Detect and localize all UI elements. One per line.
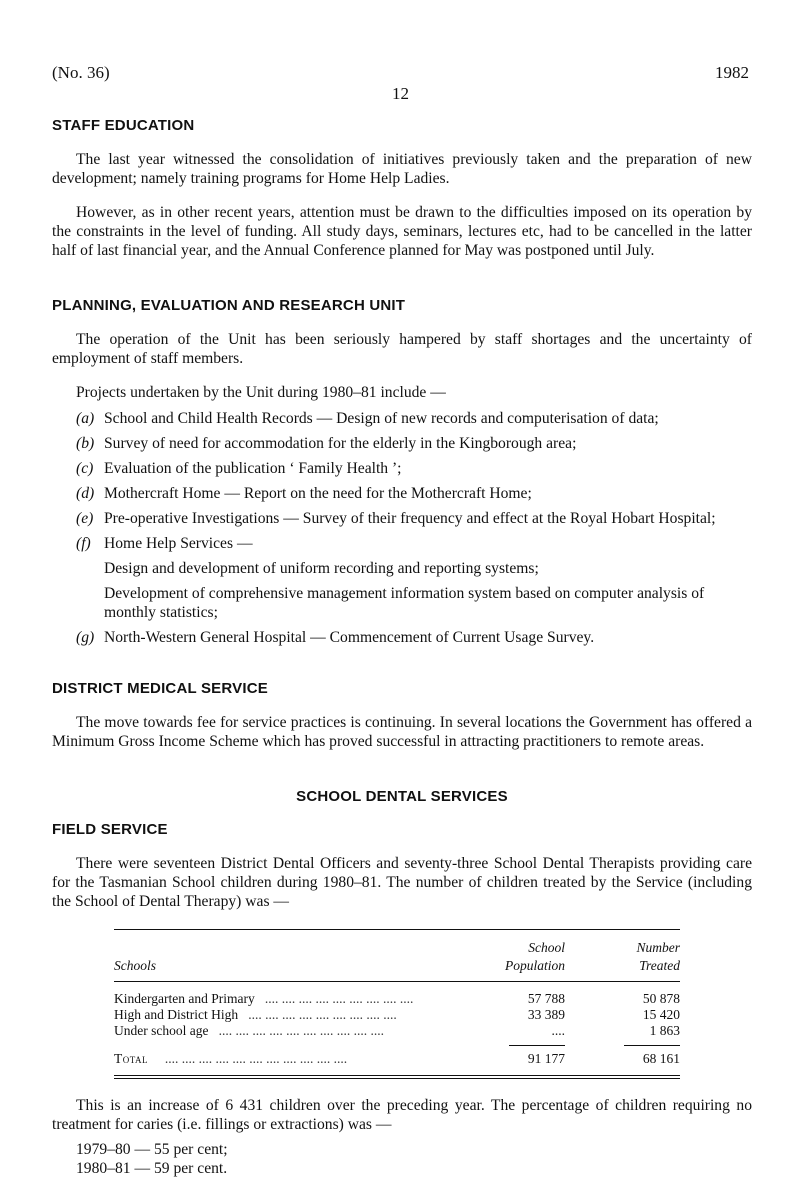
list-text: Pre-operative Investigations — Survey of their frequency and effect at the Royal Hobart Hospital; — [104, 510, 716, 527]
document-year: 1982 — [715, 63, 749, 82]
table-total-row — [114, 1051, 680, 1067]
list-text: Survey of need for accommodation for the elderly in the Kingborough area; — [104, 435, 577, 452]
column-header-treated-line1: Number — [636, 940, 680, 955]
list-item — [52, 434, 752, 453]
list-label: (a) — [76, 410, 95, 427]
list-text: School and Child Health Records — Design of new records and computerisation of data; — [104, 410, 659, 427]
population-sum-rule — [509, 1045, 565, 1046]
table-row — [114, 1007, 680, 1023]
list-item — [52, 509, 752, 528]
paragraph: The last year witnessed the consolidation of initiatives previously taken and the preparation of new development; namely training programs for Home Help Ladies. — [52, 151, 752, 187]
project-list — [52, 409, 752, 553]
population-total-cell: 91 177 — [527, 1051, 565, 1066]
table-row — [114, 991, 680, 1007]
list-item — [52, 459, 752, 478]
page-number: 12 — [392, 84, 409, 103]
treated-cell: 15 420 — [642, 1007, 680, 1022]
list-item — [52, 409, 752, 428]
list-item — [52, 628, 752, 647]
list-label: (b) — [76, 435, 95, 452]
heading-school-dental: SCHOOL DENTAL SERVICES — [296, 788, 508, 805]
list-label: (g) — [76, 629, 95, 646]
list-item — [52, 484, 752, 503]
row-name: Under school age — [114, 1023, 209, 1038]
population-cell: .... — [551, 1023, 565, 1038]
paragraph: This is an increase of 6 431 children over the preceding year. The percentage of children requiring no treatment for caries (i.e. fillings or extractions) was — — [52, 1097, 752, 1133]
column-header-treated-line2: Treated — [639, 958, 680, 973]
leader-dots: .... .... .... .... .... .... .... .... .... .... — [218, 1023, 384, 1038]
heading-field-service: FIELD SERVICE — [52, 821, 168, 838]
leader-dots: .... .... .... .... .... .... .... .... .... — [264, 991, 414, 1006]
table-row — [114, 1023, 680, 1039]
treated-total-cell: 68 161 — [642, 1051, 680, 1066]
treated-cell: 50 878 — [642, 991, 680, 1006]
document-number: (No. 36) — [52, 63, 110, 82]
column-header-population-line2: Population — [505, 958, 565, 973]
leader-dots: .... .... .... .... .... .... .... .... .... .... .... — [164, 1051, 348, 1066]
list-text: North-Western General Hospital — Commencement of Current Usage Survey. — [104, 629, 595, 646]
page-content — [52, 116, 752, 1178]
paragraph: Projects undertaken by the Unit during 1980–81 include — — [76, 384, 446, 401]
sub-item: Development of comprehensive management information system based on computer analysis of monthly statistics; — [104, 585, 705, 621]
children-treated-table — [114, 929, 680, 1079]
paragraph: The move towards fee for service practices is continuing. In several locations the Government has offered a Minimum Gross Income Scheme which has proved successful in attracting practitioners to remote areas. — [52, 714, 752, 750]
heading-staff-education: STAFF EDUCATION — [52, 117, 195, 134]
table-bottom-rule — [114, 1075, 680, 1076]
leader-dots: .... .... .... .... .... .... .... .... .... — [248, 1007, 397, 1022]
paragraph: However, as in other recent years, attention must be drawn to the difficulties imposed on its operation by the constraints in the level of funding. All study days, seminars, lectures etc, had to be cancelled in the latter half of last financial year, and the Annual Conference planned for May was postponed until July. — [52, 204, 752, 259]
paragraph: The operation of the Unit has been seriously hampered by staff shortages and the uncertainty of employment of staff members. — [52, 331, 752, 367]
population-cell: 57 788 — [527, 991, 565, 1006]
list-text: Home Help Services — — [104, 535, 253, 552]
treated-sum-rule — [624, 1045, 680, 1046]
table-header — [114, 930, 680, 981]
table-bottom-rule-double — [114, 1078, 680, 1079]
percentage-line: 1979–80 — 55 per cent; — [76, 1141, 228, 1158]
row-name: Kindergarten and Primary — [114, 991, 255, 1006]
row-name: High and District High — [114, 1007, 239, 1022]
population-cell: 33 389 — [527, 1007, 565, 1022]
list-label: (e) — [76, 510, 94, 527]
heading-district-medical: DISTRICT MEDICAL SERVICE — [52, 680, 268, 697]
list-label: (c) — [76, 460, 94, 477]
heading-planning-unit: PLANNING, EVALUATION AND RESEARCH UNIT — [52, 297, 406, 314]
treated-cell: 1 863 — [649, 1023, 680, 1038]
list-label: (f) — [76, 535, 91, 552]
row-label — [114, 991, 413, 1007]
sub-item: Design and development of uniform recording and reporting systems; — [104, 560, 539, 577]
list-text: Evaluation of the publication ‘ Family Health ’; — [104, 460, 402, 477]
list-label: (d) — [76, 485, 95, 502]
column-header-population-line1: School — [528, 940, 565, 955]
row-label — [114, 1051, 347, 1067]
total-label: Total — [114, 1051, 149, 1066]
row-label — [114, 1007, 397, 1023]
project-list-end — [52, 628, 752, 647]
paragraph: There were seventeen District Dental Officers and seventy-three School Dental Therapists providing care for the Tasmanian School children during 1980–81. The number of children treated by the Service (including the School of Dental Therapy) was — — [52, 855, 752, 910]
list-item — [52, 534, 752, 553]
list-text: Mothercraft Home — Report on the need for the Mothercraft Home; — [104, 485, 532, 502]
column-header-schools: Schools — [114, 958, 156, 973]
row-label — [114, 1023, 384, 1039]
percentage-line: 1980–81 — 59 per cent. — [76, 1160, 228, 1177]
